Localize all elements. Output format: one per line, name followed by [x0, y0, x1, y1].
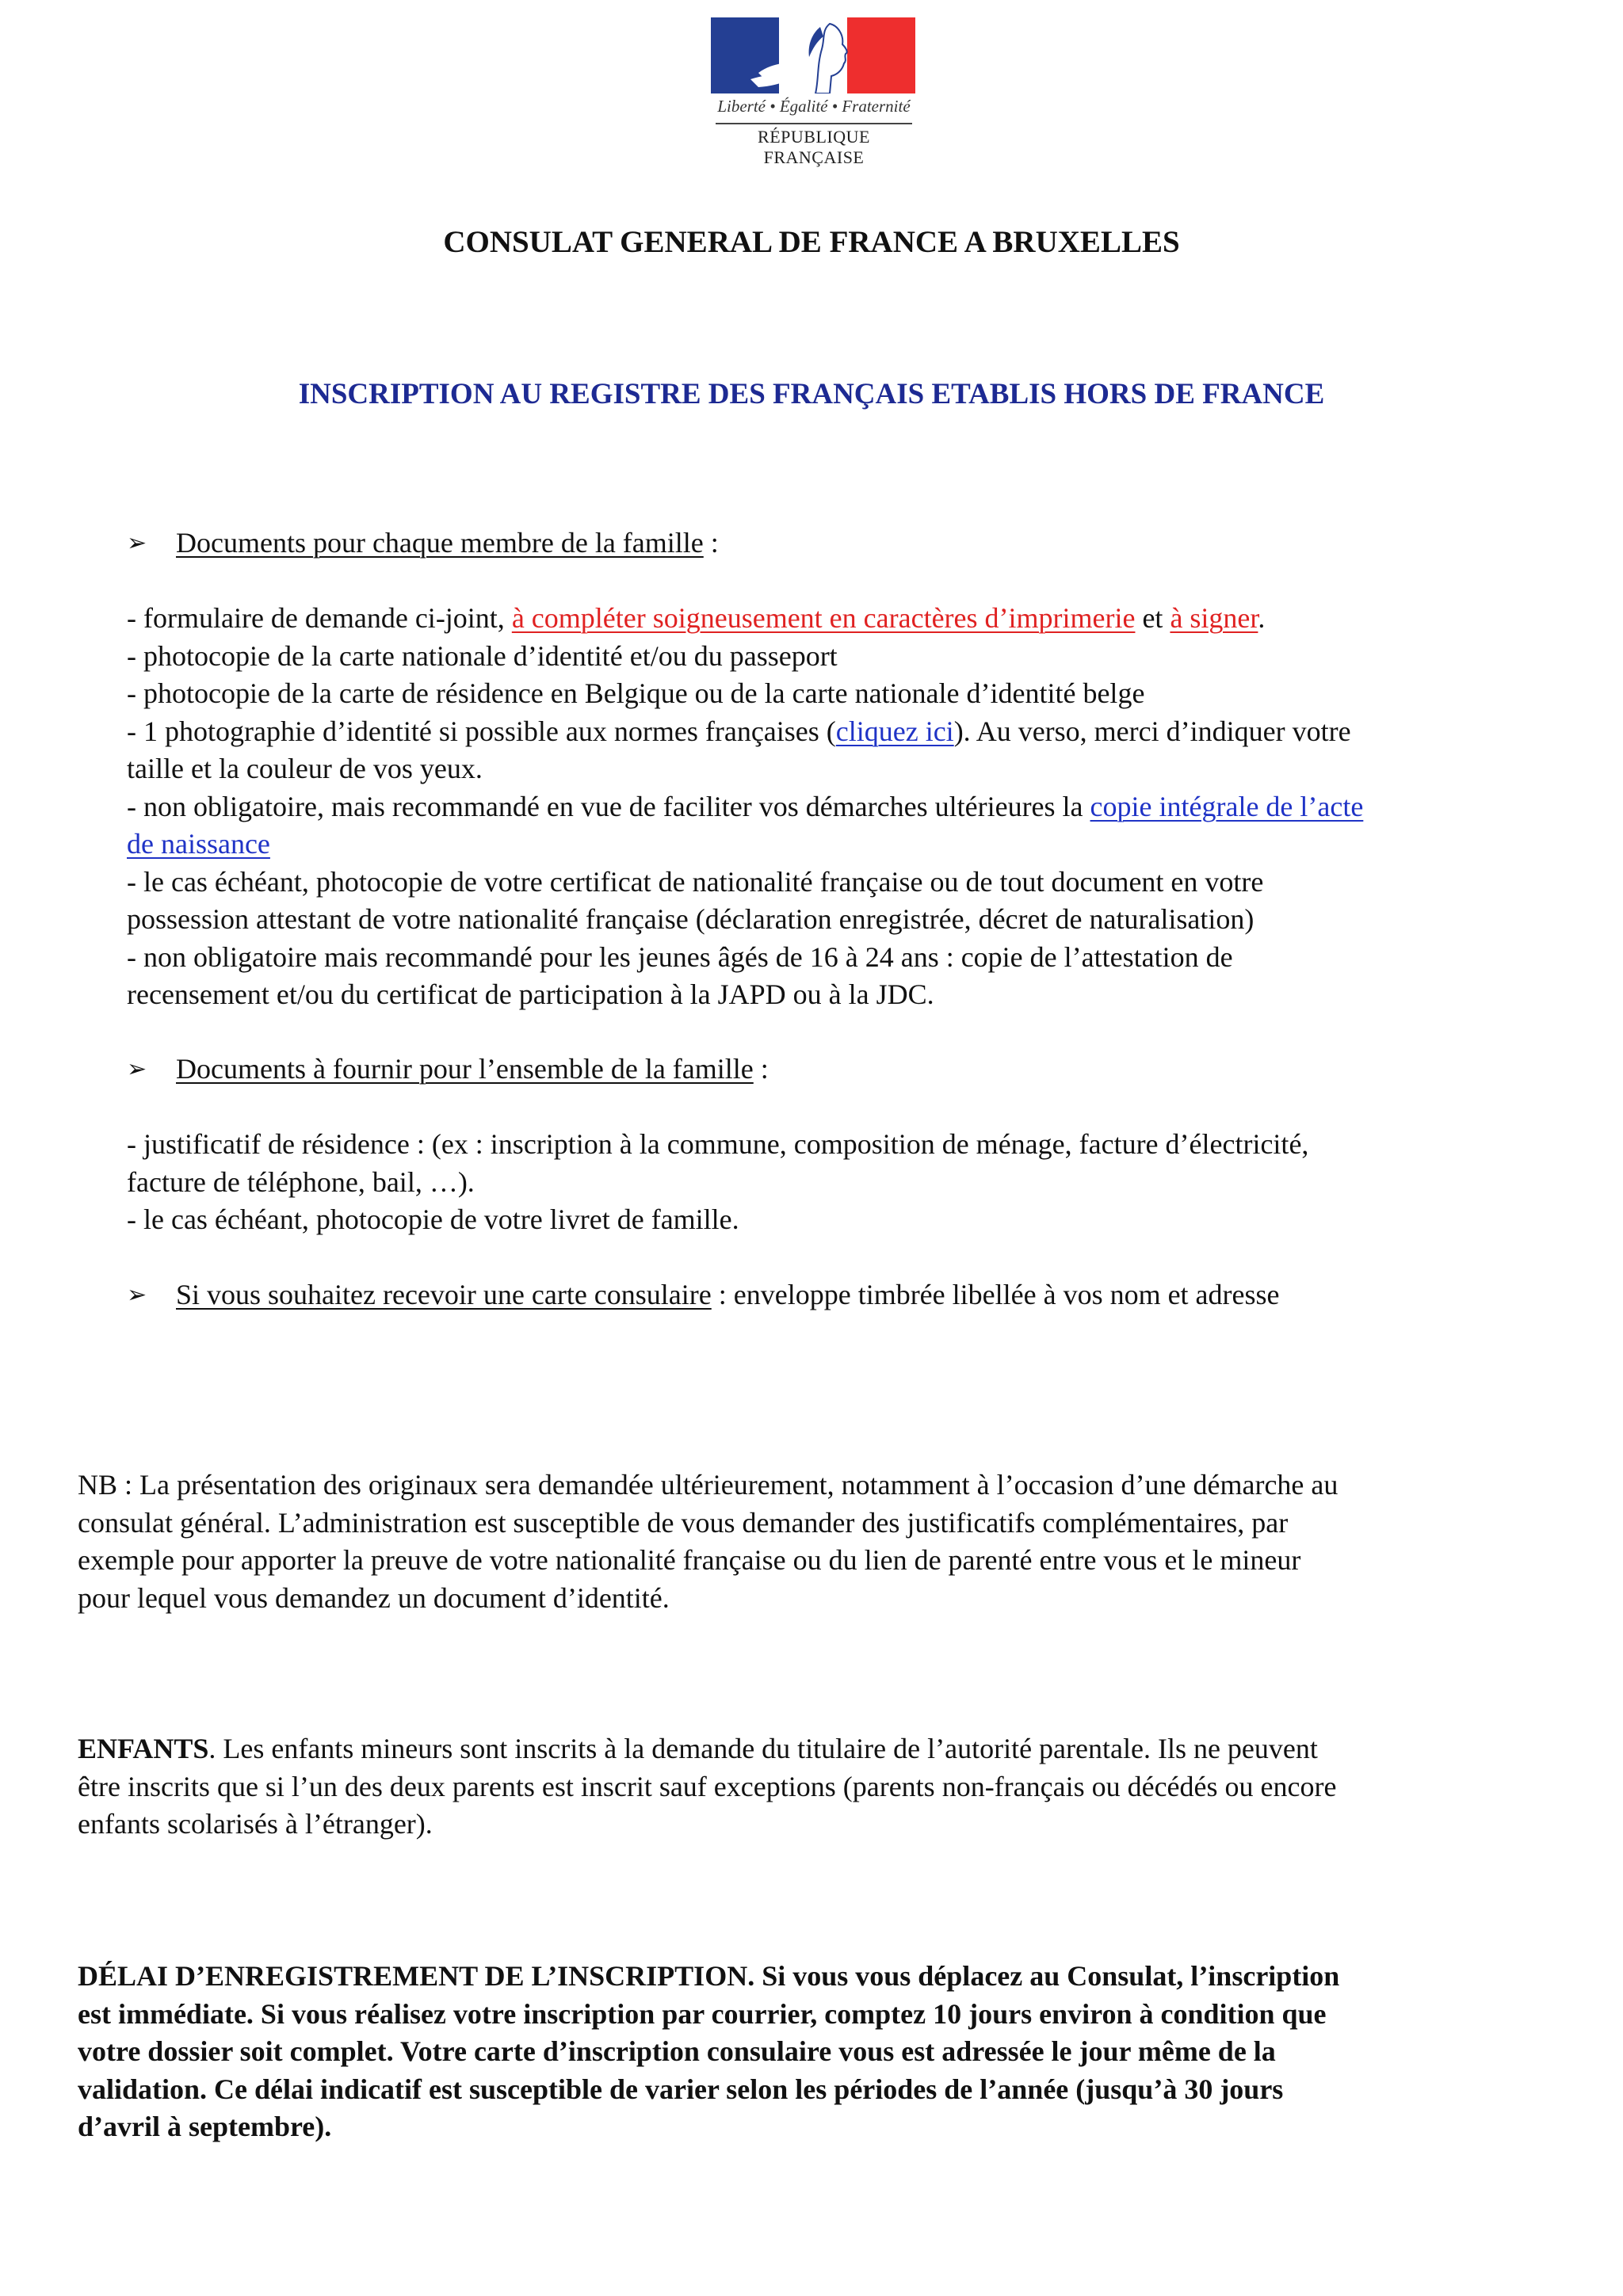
logo-motto: Liberté • Égalité • Fraternité — [717, 97, 911, 116]
delay-label: DÉLAI D’ENREGISTREMENT DE L’INSCRIPTION — [78, 1960, 748, 1992]
bullet-arrow-icon: ➢ — [127, 1056, 147, 1082]
children-paragraph: ENFANTS. Les enfants mineurs sont inscrits à la demande du titulaire de l’autorité parentale. Ils ne peuvent être inscrits que si l’un des deux parents est inscrit sauf exceptions (parents non-français ou décédés ou encore enfants scolarisés à l’étranger). — [78, 1733, 1337, 1840]
list-item: - non obligatoire, mais recommandé en vue de faciliter vos démarches ultérieures la copie intégrale de l’acte — [127, 790, 1364, 822]
list-item-continuation — [127, 826, 1363, 864]
children-label: ENFANTS — [78, 1733, 209, 1764]
list-item-continuation: recensement et/ou du certificat de participation à la JAPD ou à la JDC. — [127, 978, 934, 1010]
bullet-arrow-icon: ➢ — [127, 1282, 147, 1308]
republique-francaise-logo — [708, 16, 920, 167]
section2-heading-text: Documents à fournir pour l’ensemble de la famille — [176, 1053, 754, 1085]
marianne-profile-icon — [711, 17, 915, 93]
section1-heading-text: Documents pour chaque membre de la famille — [176, 527, 704, 559]
list-item: - 1 photographie d’identité si possible aux normes françaises (cliquez ici). Au verso, merci d’indiquer votre — [127, 715, 1351, 747]
page-subtitle: INSCRIPTION AU REGISTRE DES FRANÇAIS ETABLIS HORS DE FRANCE — [298, 378, 1325, 410]
section3-line — [176, 1276, 1280, 1314]
logo-divider — [716, 123, 912, 124]
list-item: - non obligatoire mais recommandé pour les jeunes âgés de 16 à 24 ans : copie de l’attestation de — [127, 940, 1233, 973]
list-item: - formulaire de demande ci-joint, à compléter soigneusement en caractères d’imprimerie et à signer. — [127, 602, 1266, 634]
section3-text: : enveloppe timbrée libellée à vos nom et adresse — [711, 1279, 1280, 1310]
list-item-continuation: taille et la couleur de vos yeux. — [127, 753, 483, 784]
section1-heading: Documents pour chaque membre de la famille : — [176, 527, 719, 559]
list-item-continuation: facture de téléphone, bail, …). — [127, 1165, 475, 1198]
link-birth-certificate-cont[interactable]: de naissance — [127, 828, 270, 860]
list-item: - le cas échéant, photocopie de votre certificat de nationalité française ou de tout document en votre — [127, 865, 1264, 898]
section2-heading: Documents à fournir pour l’ensemble de la famille : — [176, 1053, 769, 1085]
nb-paragraph: NB : La présentation des originaux sera demandée ultérieurement, notamment à l’occasion d’une démarche au consulat général. L’administration est susceptible de vous demander des justificatifs complémentaires, par exemple pour apporter la preuve de votre nationalité française ou du lien de parenté entre vous et le mineur pour lequel vous demandez un document d’identité. — [78, 1469, 1338, 1614]
registration-delay-paragraph: DÉLAI D’ENREGISTREMENT DE L’INSCRIPTION. Si vous vous déplacez au Consulat, l’inscription est immédiate. Si vous réalisez votre inscription par courrier, comptez 10 jours environ à condition que votre dossier soit complet. Votre carte d’inscription consulaire vous est adressée le jour même de la validation. Ce délai indicatif est susceptible de varier selon les périodes de l’année (jusqu’à 30 jours d’avril à septembre). — [78, 1960, 1340, 2142]
link-fill-in-capitals[interactable]: à compléter soigneusement en caractères d’imprimerie — [511, 602, 1136, 634]
link-sign[interactable]: à signer — [1170, 602, 1258, 634]
list-item-continuation: possession attestant de votre nationalité française (déclaration enregistrée, décret de naturalisation) — [127, 903, 1254, 935]
section1-list — [127, 600, 1363, 1014]
list-item: - photocopie de la carte nationale d’identité et/ou du passeport — [127, 639, 838, 672]
list-item: - photocopie de la carte de résidence en Belgique ou de la carte nationale d’identité belge — [127, 677, 1145, 709]
page-title: CONSULAT GENERAL DE FRANCE A BRUXELLES — [443, 225, 1180, 259]
section2-list — [127, 1126, 1308, 1239]
bullet-arrow-icon: ➢ — [127, 530, 147, 556]
logo-republic-label: RÉPUBLIQUE FRANÇAISE — [758, 127, 870, 167]
section3-heading-text: Si vous souhaitez recevoir une carte consulaire — [176, 1279, 712, 1310]
list-item: - justificatif de résidence : (ex : inscription à la commune, composition de ménage, facture d’électricité, — [127, 1128, 1309, 1160]
link-birth-certificate[interactable]: copie intégrale de l’acte — [1090, 790, 1364, 822]
list-item: - le cas échéant, photocopie de votre livret de famille. — [127, 1203, 739, 1235]
link-photo-norms[interactable]: cliquez ici — [835, 715, 954, 747]
